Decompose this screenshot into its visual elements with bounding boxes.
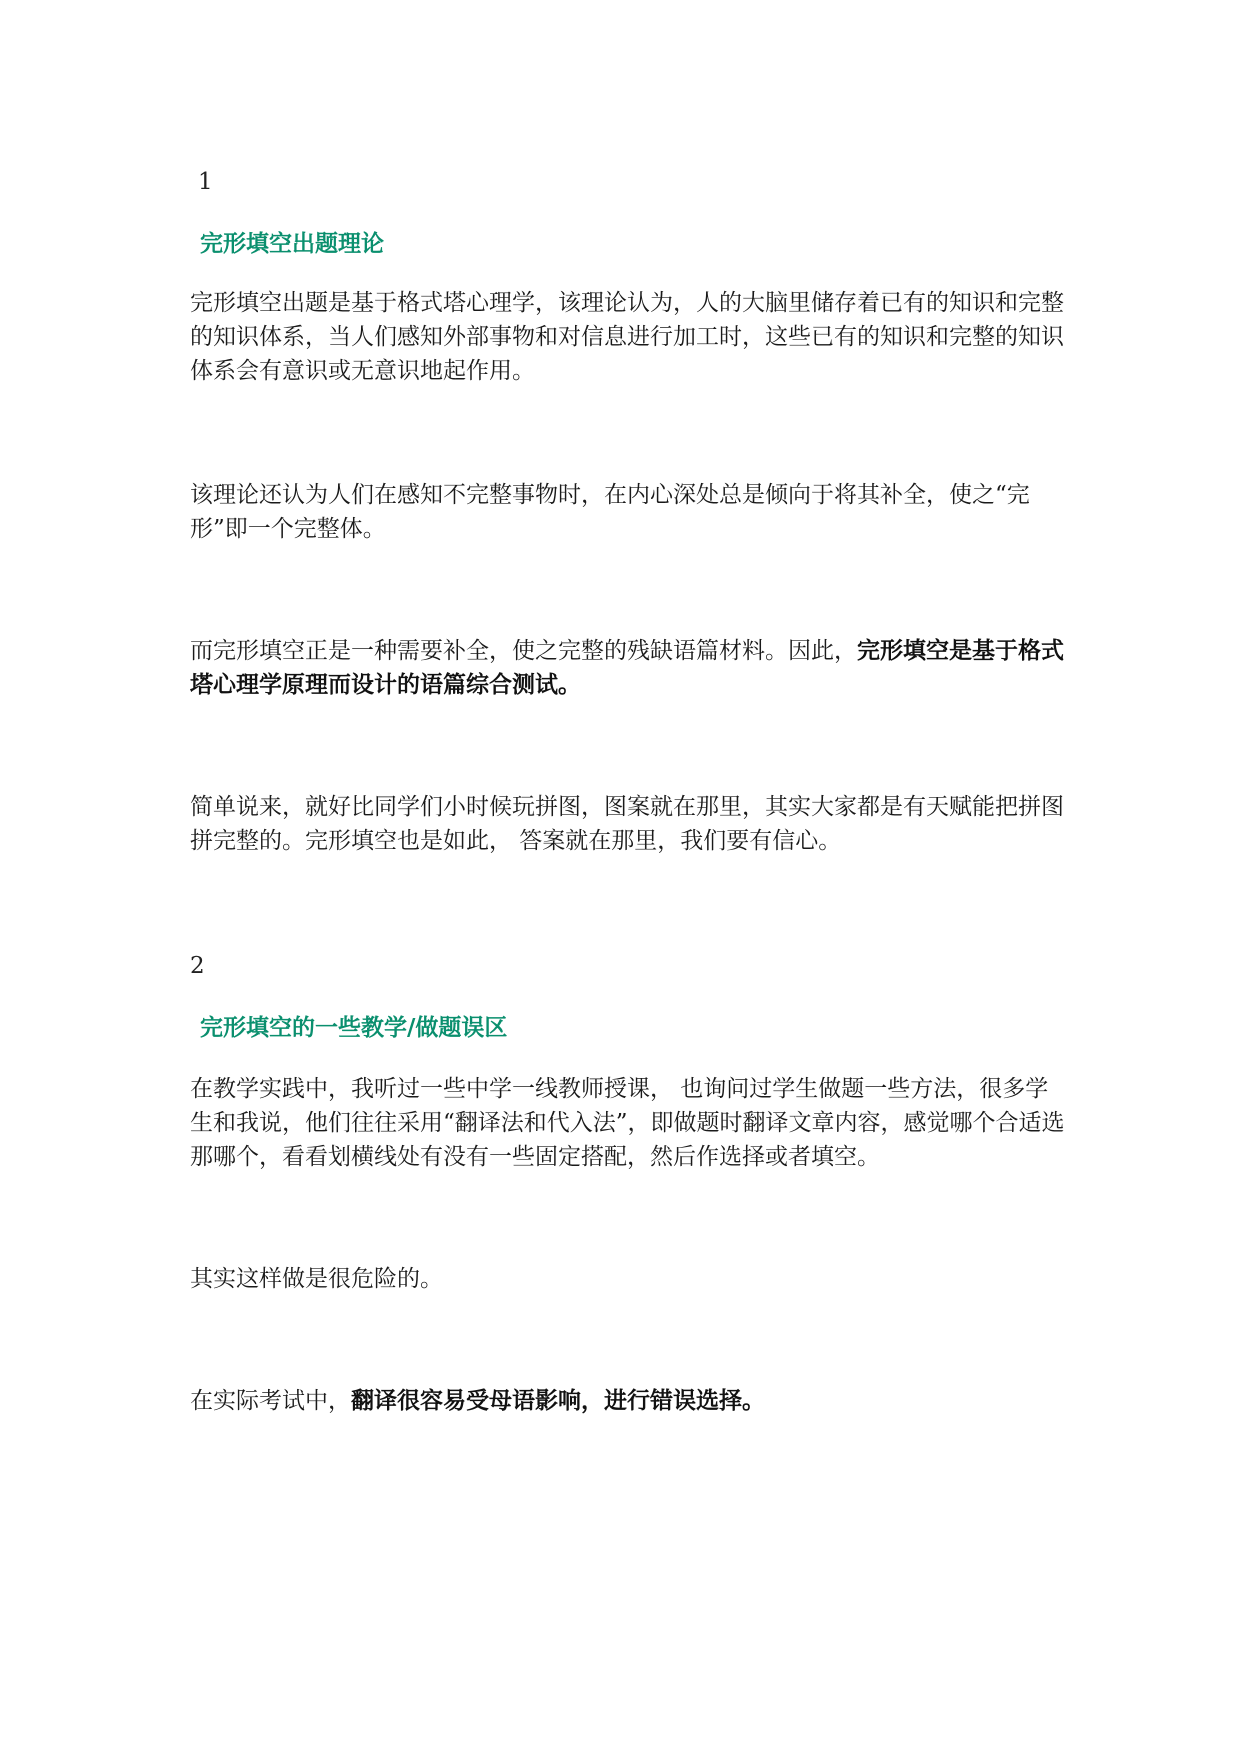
section2-paragraph-2: 其实这样做是很危险的。 [190,1266,443,1292]
section1-paragraph-1: 完形填空出题是基于格式塔心理学，该理论认为，人的大脑里储存着已有的知识和完整的知识体系，当人们感知外部事物和对信息进行加工时，这些已有的知识和完整的知识体系会有意识或无意识地起作用。 [190,290,1064,384]
section-number-2: 2 [190,953,205,979]
section2-paragraph-3 [190,1384,1070,1418]
section2-paragraph-3-text: 在实际考试中， [190,1388,351,1414]
section1-paragraph-3-text: 而完形填空正是一种需要补全，使之完整的残缺语篇材料。因此， [190,638,857,664]
section1-paragraph-3-emphasis: 完形填空是基于格式塔心理学原理而设计的语篇综合测试。 [190,637,1064,698]
section2-paragraph-1: 在教学实践中，我听过一些中学一线教师授课， 也询问过学生做题一些方法，很多学生和我说，他们往往采用“翻译法和代入法”，即做题时翻译文章内容，感觉哪个合适选那哪个，看看划横线处有没有一些固定搭配，然后作选择或者填空。 [190,1076,1065,1170]
section1-paragraph-2: 该理论还认为人们在感知不完整事物时，在内心深处总是倾向于将其补全，使之“完形”即一个完整体。 [190,482,1030,542]
section1-paragraph-3 [190,634,1070,702]
section-heading-2: 完形填空的一些教学/做题误区 [200,1015,508,1041]
section-number-1: 1 [198,169,213,195]
section1-paragraph-4: 简单说来，就好比同学们小时候玩拼图，图案就在那里，其实大家都是有天赋能把拼图拼完整的。完形填空也是如此， 答案就在那里，我们要有信心。 [190,794,1064,854]
section-heading-1: 完形填空出题理论 [200,231,384,257]
section2-paragraph-3-emphasis: 翻译很容易受母语影响，进行错误选择。 [351,1387,765,1414]
